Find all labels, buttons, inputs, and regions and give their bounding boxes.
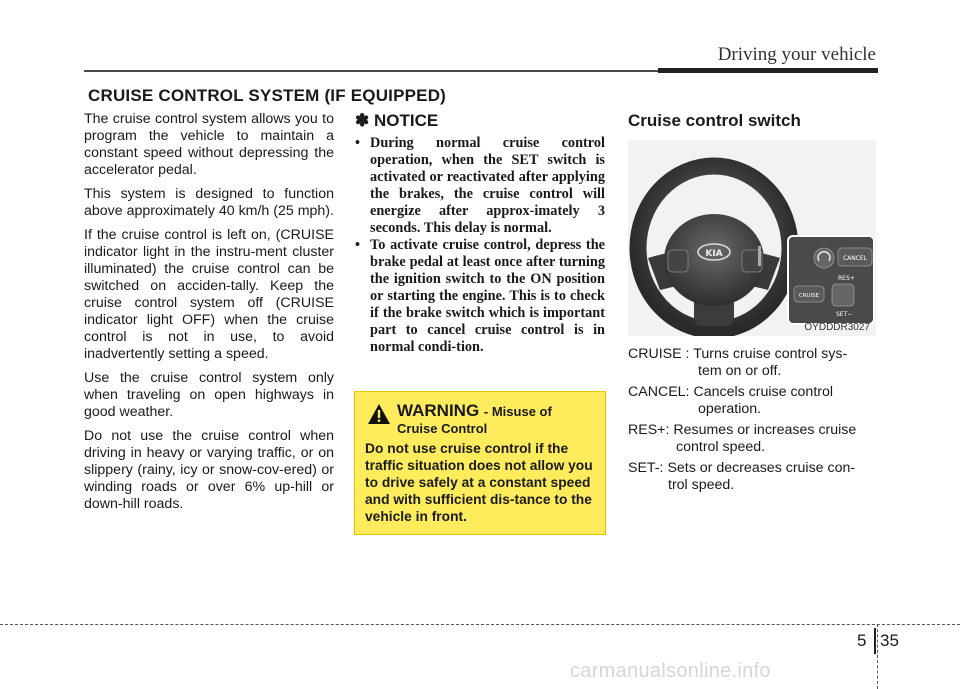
set-label: SET−	[836, 311, 853, 318]
notice-box	[355, 111, 605, 356]
legend-desc: Resumes or increases cruise	[673, 422, 857, 438]
cruise-switch-inset	[788, 236, 874, 324]
notice-list	[355, 135, 605, 356]
intro-paragraph: If the cruise control is left on, (CRUISE indicator light in the instru-ment cluster illuminated) the cruise control can be switched on acciden-tally. Keep the cruise control system off (CRUISE indicator light OFF) when the cruise control is not in use, to avoid inadvertently setting a speed.	[84, 227, 334, 362]
legend-desc-cont: operation.	[698, 401, 762, 417]
notice-heading	[355, 111, 605, 131]
page-number: 35	[880, 631, 899, 650]
intro-column	[84, 111, 334, 520]
legend-term: SET-:	[628, 460, 664, 476]
legend-term: RES+:	[628, 422, 670, 438]
legend-desc-cont: control speed.	[676, 439, 766, 455]
warning-triangle-icon	[367, 403, 391, 425]
legend-item-set	[628, 460, 880, 494]
warning-box	[354, 391, 606, 535]
legend-item-cancel	[628, 384, 880, 418]
legend-item-res	[628, 422, 880, 456]
legend-desc: Cancels cruise control	[693, 384, 834, 400]
cruise-label: CRUISE	[798, 293, 820, 299]
footer-vertical-rule	[877, 624, 878, 689]
cancel-label: CANCEL	[842, 255, 868, 262]
warning-header	[365, 402, 595, 436]
legend-desc-cont: trol speed.	[668, 477, 735, 493]
page-header-title: Driving your vehicle	[717, 44, 876, 65]
intro-paragraph: The cruise control system allows you to program the vehicle to maintain a constant speed without depressing the accelerator pedal.	[84, 111, 334, 178]
header-rule-accent	[658, 68, 878, 73]
intro-paragraph: Use the cruise control system only when traveling on open highways in good weather.	[84, 370, 334, 420]
notice-star-icon: ✽	[355, 111, 370, 130]
res-label: RES+	[838, 275, 855, 282]
footer-rule	[0, 624, 960, 625]
watermark: carmanualsonline.info	[570, 660, 771, 682]
notice-item: • During normal cruise control operation, when the SET switch is activated or reactivated after applying the brakes, the cruise control will energize after approx-imately 3 seconds. This delay is normal.	[355, 135, 605, 237]
intro-paragraph: Do not use the cruise control when driving in heavy or varying traffic, or on slippery (rainy, icy or snow-cov-ered) or winding roads or over 6% up-hill or down-hill roads.	[84, 428, 334, 512]
warning-subheading: - Misuse of	[483, 404, 552, 419]
legend-item-cruise	[628, 346, 880, 380]
notice-item: • To activate cruise control, depress the brake pedal at least once after turning the ignition switch to the ON position or starting the engine. This is to check if the brake switch which is important part to cancel cruise control is in normal condi-tion.	[355, 237, 605, 356]
intro-paragraph: This system is designed to function above approximately 40 km/h (25 mph).	[84, 186, 334, 219]
legend-term: CANCEL:	[628, 384, 690, 400]
warning-heading: WARNING	[397, 401, 480, 420]
chapter-number: 5	[857, 631, 867, 650]
warning-subheading-line2: Cruise Control	[397, 421, 488, 436]
page-number-divider	[874, 628, 876, 654]
legend-desc-cont: tem on or off.	[698, 363, 782, 379]
steering-wheel-illustration	[628, 140, 876, 336]
legend-term: CRUISE :	[628, 346, 690, 362]
notice-heading-text: NOTICE	[373, 111, 439, 130]
legend-desc: Sets or decreases cruise con-	[667, 460, 856, 476]
kia-logo: KIA	[705, 249, 723, 259]
warning-title	[397, 402, 552, 436]
warning-body: Do not use cruise control if the traffic situation does not allow you to drive safely at a constant speed and with sufficient dis-tance to the vehicle in front.	[365, 441, 593, 524]
section-title: CRUISE CONTROL SYSTEM (IF EQUIPPED)	[88, 86, 447, 105]
cruise-switch-legend	[628, 346, 880, 498]
figure-code: OYDDDR3027	[804, 322, 870, 333]
legend-desc: Turns cruise control sys-	[693, 346, 848, 362]
cruise-switch-heading: Cruise control switch	[628, 111, 801, 130]
steering-wheel-figure	[628, 140, 876, 336]
